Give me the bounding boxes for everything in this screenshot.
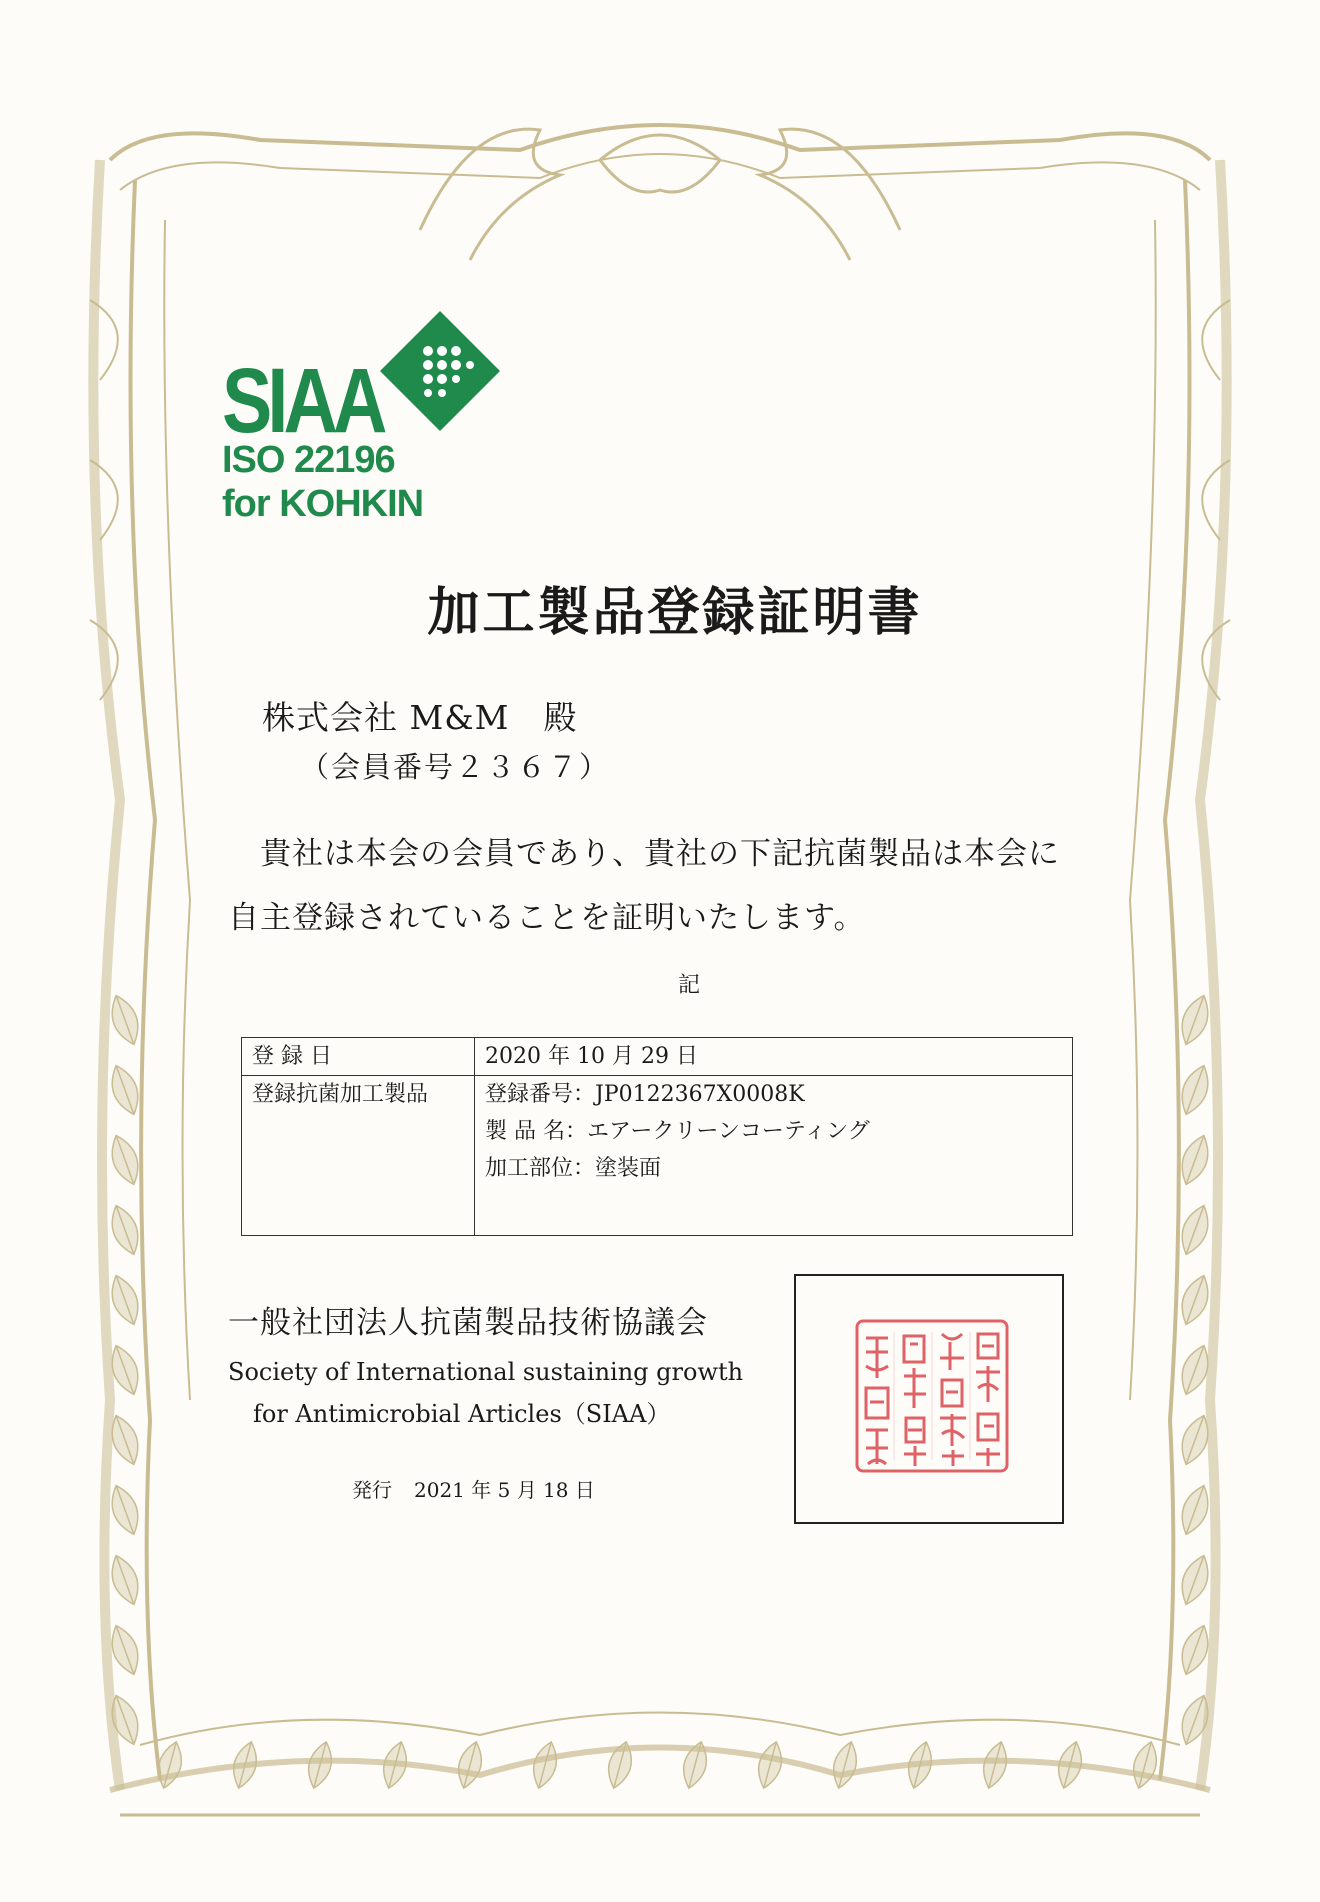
- border-leaf-ornament: [1175, 992, 1215, 1049]
- border-leaf-ornament: [105, 992, 145, 1049]
- border-leaf-ornament: [105, 1202, 145, 1259]
- table-row: [242, 1038, 1073, 1076]
- logo-tagline: for KOHKIN: [222, 483, 424, 525]
- border-leaf-ornament: [903, 1739, 936, 1791]
- product-label-cell: [242, 1076, 475, 1236]
- border-leaf-ornament: [1175, 1482, 1215, 1539]
- date-label-cell: [242, 1038, 475, 1076]
- statement-line-2: 自主登録されていることを証明いたします。: [228, 900, 866, 936]
- border-leaf-ornament: [105, 1062, 145, 1119]
- logo-standard: ISO 22196: [222, 439, 395, 481]
- registration-number: 登録番号：JP0122367X0008K: [485, 1082, 805, 1107]
- organization-name-en-line1: Society of International sustaining growth: [228, 1358, 744, 1386]
- border-leaf-ornament: [453, 1739, 486, 1791]
- border-leaf-ornament: [378, 1739, 411, 1791]
- product-name: 製 品 名：エアークリーンコーティング: [485, 1119, 870, 1144]
- issue-date: [352, 1474, 595, 1503]
- siaa-diamond-mark-icon: [380, 311, 500, 431]
- border-leaf-ornament: [105, 1482, 145, 1539]
- product-details-cell: [475, 1076, 1073, 1236]
- border-leaf-ornament: [978, 1739, 1011, 1791]
- seal-box: [794, 1274, 1064, 1524]
- border-leaf-ornament: [105, 1272, 145, 1329]
- border-leaf-ornament: [528, 1739, 561, 1791]
- border-leaf-ornament: [753, 1739, 786, 1791]
- organization-name-ja: 一般社団法人抗菌製品技術協議会: [228, 1305, 708, 1341]
- border-leaf-ornament: [1128, 1739, 1161, 1791]
- member-number: （会員番号２３６７）: [300, 750, 611, 784]
- date-value-cell: [475, 1038, 1073, 1076]
- organization-name-en-line2: for Antimicrobial Articles（SIAA）: [253, 1400, 671, 1428]
- ki-heading: 記: [678, 973, 701, 998]
- siaa-logo: [220, 305, 500, 525]
- issue-label: 発行: [352, 1478, 392, 1502]
- table-row: [242, 1076, 1073, 1236]
- official-seal-icon: [854, 1318, 1010, 1474]
- border-leaf-ornament: [1175, 1062, 1215, 1119]
- border-leaf-ornament: [1175, 1132, 1215, 1189]
- certificate-title: 加工製品登録証明書: [427, 582, 923, 643]
- registration-table: [241, 1037, 1073, 1236]
- border-leaf-ornament: [105, 1552, 145, 1609]
- border-leaf-ornament: [153, 1739, 186, 1791]
- border-leaf-ornament: [1175, 1272, 1215, 1329]
- date-value: 2020 年 10 月 29 日: [485, 1044, 698, 1069]
- logo-brand: SIAA: [222, 350, 383, 452]
- border-leaf-ornament: [1175, 1552, 1215, 1609]
- border-leaf-ornament: [105, 1132, 145, 1189]
- product-label: 登録抗菌加工製品: [252, 1082, 429, 1107]
- border-leaf-ornament: [1053, 1739, 1086, 1791]
- date-label: 登 録 日: [252, 1044, 332, 1069]
- processed-part: 加工部位：塗装面: [485, 1156, 662, 1181]
- certification-statement: [228, 822, 1108, 950]
- recipient-name: 株式会社 M&M 殿: [262, 698, 578, 737]
- statement-line-1: 貴社は本会の会員であり、貴社の下記抗菌製品は本会に: [260, 836, 1060, 872]
- border-leaf-ornament: [228, 1739, 261, 1791]
- border-leaf-ornament: [828, 1739, 861, 1791]
- issue-date-value: 2021 年 5 月 18 日: [414, 1478, 595, 1502]
- border-leaf-ornament: [303, 1739, 336, 1791]
- border-leaf-ornament: [1175, 1202, 1215, 1259]
